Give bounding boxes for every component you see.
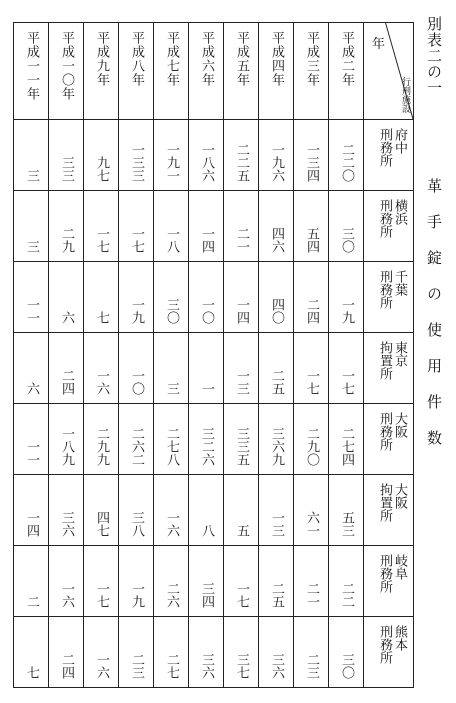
count-cell: 一六 bbox=[84, 617, 119, 688]
count-cell: 一六 bbox=[49, 546, 84, 617]
count-cell: 七 bbox=[84, 262, 119, 333]
count-cell: 三三五 bbox=[224, 404, 259, 475]
count-cell: 一七 bbox=[294, 333, 329, 404]
year-caption: 年 bbox=[372, 37, 386, 52]
year-header: 平成二年 bbox=[329, 23, 364, 120]
count-cell: 一九 bbox=[119, 546, 154, 617]
count-cell: 一〇 bbox=[189, 262, 224, 333]
count-cell: 一六 bbox=[84, 333, 119, 404]
year-header: 平成四年 bbox=[259, 23, 294, 120]
count-cell: 一七 bbox=[224, 546, 259, 617]
count-cell: 三 bbox=[154, 333, 189, 404]
count-cell: 六 bbox=[49, 262, 84, 333]
count-cell: 三 bbox=[14, 191, 49, 262]
count-cell: 三六 bbox=[189, 617, 224, 688]
count-cell: 一六 bbox=[154, 475, 189, 546]
count-cell: 一七 bbox=[84, 191, 119, 262]
count-cell: 二五 bbox=[259, 333, 294, 404]
count-cell: 二四 bbox=[49, 617, 84, 688]
year-header: 平成六年 bbox=[189, 23, 224, 120]
count-cell: 一一 bbox=[14, 262, 49, 333]
count-cell: 一四 bbox=[14, 475, 49, 546]
count-cell: 一一 bbox=[14, 404, 49, 475]
table-row bbox=[14, 475, 414, 546]
count-cell: 九七 bbox=[84, 120, 119, 191]
year-header: 平成九年 bbox=[84, 23, 119, 120]
count-cell: 三六九 bbox=[259, 404, 294, 475]
count-cell: 一四 bbox=[224, 262, 259, 333]
count-cell: 二一 bbox=[224, 191, 259, 262]
count-cell: 五三 bbox=[329, 475, 364, 546]
count-cell: 三六 bbox=[49, 475, 84, 546]
count-cell: 一三三 bbox=[119, 120, 154, 191]
count-cell: 二四 bbox=[294, 262, 329, 333]
count-cell: 三八 bbox=[119, 475, 154, 546]
count-cell: 三 bbox=[14, 120, 49, 191]
count-cell: 三三 bbox=[49, 120, 84, 191]
count-cell: 三七 bbox=[224, 617, 259, 688]
count-cell: 一七 bbox=[119, 191, 154, 262]
count-cell: 一七 bbox=[329, 333, 364, 404]
count-cell: 二四 bbox=[49, 333, 84, 404]
count-cell: 二九 bbox=[49, 191, 84, 262]
count-cell: 一八九 bbox=[49, 404, 84, 475]
count-cell: 一三 bbox=[259, 475, 294, 546]
count-cell: 五四 bbox=[294, 191, 329, 262]
count-cell: 二九〇 bbox=[294, 404, 329, 475]
count-cell: 四六 bbox=[259, 191, 294, 262]
count-cell: 一三四 bbox=[294, 120, 329, 191]
appendix-label: 別表二の一 bbox=[425, 16, 443, 96]
count-cell: 一九 bbox=[329, 262, 364, 333]
facility-cell: 千葉 刑務所 bbox=[364, 262, 414, 333]
count-cell: 一 bbox=[189, 333, 224, 404]
year-header: 平成七年 bbox=[154, 23, 189, 120]
count-cell: 二二〇 bbox=[329, 120, 364, 191]
count-cell: 二 bbox=[14, 546, 49, 617]
count-cell: 二三 bbox=[294, 617, 329, 688]
count-cell: 二七八 bbox=[154, 404, 189, 475]
count-cell: 三〇 bbox=[329, 191, 364, 262]
table-title: 革手錠の使用件数 bbox=[425, 178, 443, 466]
count-cell: 二二 bbox=[329, 546, 364, 617]
count-cell: 一九六 bbox=[259, 120, 294, 191]
facility-cell: 横浜 刑務所 bbox=[364, 191, 414, 262]
count-cell: 一四 bbox=[189, 191, 224, 262]
year-header: 平成一一年 bbox=[14, 23, 49, 120]
year-header: 平成五年 bbox=[224, 23, 259, 120]
count-cell: 七 bbox=[14, 617, 49, 688]
count-cell: 一〇 bbox=[119, 333, 154, 404]
usage-table bbox=[13, 22, 414, 688]
table-row bbox=[14, 191, 414, 262]
facility-cell: 府中 刑務所 bbox=[364, 120, 414, 191]
table-row bbox=[14, 333, 414, 404]
count-cell: 一九一 bbox=[154, 120, 189, 191]
year-header: 平成三年 bbox=[294, 23, 329, 120]
count-cell: 三〇 bbox=[329, 617, 364, 688]
table-row bbox=[14, 617, 414, 688]
count-cell: 四七 bbox=[84, 475, 119, 546]
count-cell: 一八六 bbox=[189, 120, 224, 191]
count-cell: 二五 bbox=[259, 546, 294, 617]
count-cell: 八 bbox=[189, 475, 224, 546]
count-cell: 六 bbox=[14, 333, 49, 404]
count-cell: 二三 bbox=[119, 617, 154, 688]
count-cell: 六一 bbox=[294, 475, 329, 546]
table-row bbox=[14, 120, 414, 191]
table-row bbox=[14, 546, 414, 617]
facility-cell: 大阪 拘置所 bbox=[364, 475, 414, 546]
count-cell: 一三 bbox=[224, 333, 259, 404]
count-cell: 三二六 bbox=[189, 404, 224, 475]
count-cell: 一八 bbox=[154, 191, 189, 262]
count-cell: 一九 bbox=[119, 262, 154, 333]
facility-caption: 行刑施設 bbox=[400, 77, 410, 113]
corner-header bbox=[364, 23, 414, 120]
count-cell: 五 bbox=[224, 475, 259, 546]
count-cell: 二一 bbox=[294, 546, 329, 617]
table-row bbox=[14, 262, 414, 333]
facility-cell: 岐阜 刑務所 bbox=[364, 546, 414, 617]
year-header: 平成八年 bbox=[119, 23, 154, 120]
count-cell: 四〇 bbox=[259, 262, 294, 333]
table-row bbox=[14, 404, 414, 475]
count-cell: 二七 bbox=[154, 617, 189, 688]
count-cell: 三〇 bbox=[154, 262, 189, 333]
count-cell: 二七四 bbox=[329, 404, 364, 475]
facility-cell: 大阪 刑務所 bbox=[364, 404, 414, 475]
side-heading bbox=[418, 6, 452, 546]
header-row bbox=[14, 23, 414, 120]
facility-cell: 東京 拘置所 bbox=[364, 333, 414, 404]
count-cell: 三六 bbox=[259, 617, 294, 688]
facility-cell: 熊本 刑務所 bbox=[364, 617, 414, 688]
count-cell: 二六 bbox=[154, 546, 189, 617]
count-cell: 三四 bbox=[189, 546, 224, 617]
count-cell: 二二五 bbox=[224, 120, 259, 191]
count-cell: 一七 bbox=[84, 546, 119, 617]
count-cell: 二六二 bbox=[119, 404, 154, 475]
year-header: 平成一〇年 bbox=[49, 23, 84, 120]
count-cell: 二九九 bbox=[84, 404, 119, 475]
